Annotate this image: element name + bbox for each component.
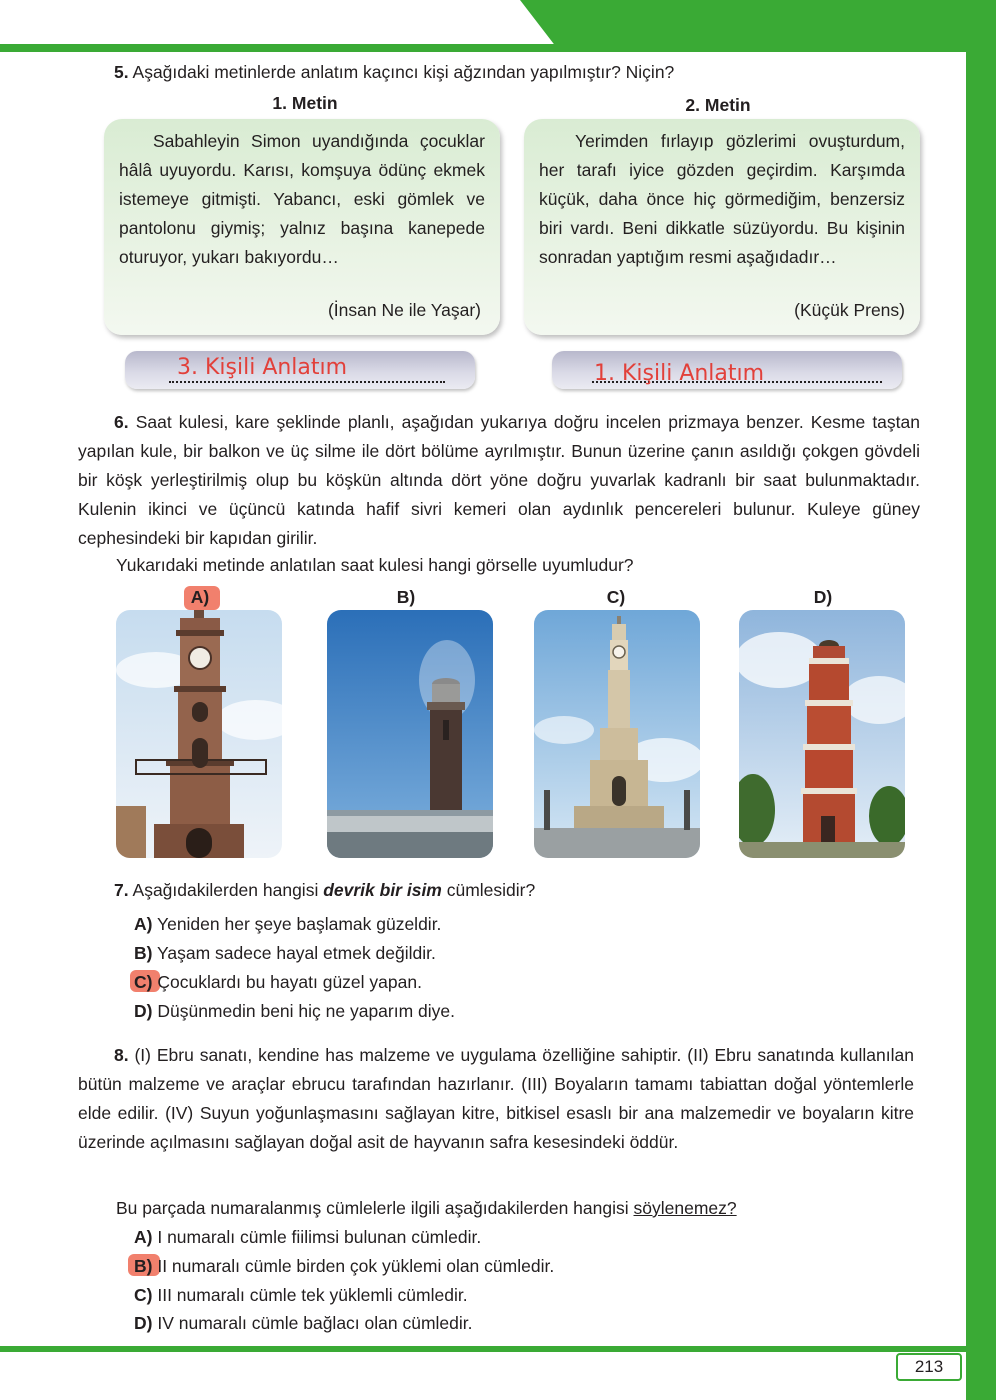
question-8-text-before: Bu parçada numaralanmış cümlelerle ilgili aşağıdakilerden hangisi xyxy=(116,1198,634,1218)
question-7-text-before: Aşağıdakilerden hangisi xyxy=(132,880,324,900)
question-6-paragraph xyxy=(78,408,920,553)
option-a-image[interactable] xyxy=(116,610,282,858)
q7-option-b[interactable] xyxy=(134,943,436,964)
option-text: Yeniden her şeye başlamak güzeldir. xyxy=(157,914,442,934)
text2-source: (Küçük Prens) xyxy=(794,300,905,320)
question-5-prompt xyxy=(114,58,914,87)
question-6-text: Saat kulesi, kare şeklinde planlı, aşağıdan yukarıya doğru incelen prizmaya benzer. Kesme taştan yapılan kule, bir balkon ve üç silme ile dört bölüme ayrılmıştır. Bunun üzerine çanın asıldığı çokgen gövdeli bir köşk yerleştirilmiş olup bu köşkün altında dört yöne doğru yuvarlak kadranlı bir saat bulunmaktadır. Kulenin ikinci ve üçüncü katında hafif sivri kemeri olan aydınlık pencereleri bulunur. Kuleye güney cephesindeki bir kapıdan girilir. xyxy=(78,412,920,548)
option-letter: A) xyxy=(134,1227,153,1247)
q8-option-d[interactable] xyxy=(134,1313,473,1334)
option-letter: A) xyxy=(134,914,153,934)
q7-option-c[interactable] xyxy=(134,972,422,993)
text2-title: 2. Metin xyxy=(685,95,751,115)
question-7-text-after: cümlesidir? xyxy=(441,880,536,900)
question-number: 7. xyxy=(114,880,129,900)
question-number: 6. xyxy=(114,412,129,432)
answer-field-text2[interactable] xyxy=(552,351,902,389)
question-number: 8. xyxy=(114,1045,129,1065)
text1-box xyxy=(104,119,500,335)
question-8-paragraph xyxy=(78,1041,914,1157)
text2-body: Yerimden fırlayıp gözlerimi ovuşturdum, her tarafı iyice gözden geçirdim. Karşımda küçük, daha önce hiç görmediğim, benzersiz biri vardı. Beni dikkatle süzüyordu. Bu kişinin sonradan yaptığım resmi aşağıdadır… xyxy=(539,131,905,267)
text2-box xyxy=(524,119,920,335)
option-text: Çocuklardı bu hayatı güzel yapan. xyxy=(157,972,422,992)
option-letter: C) xyxy=(134,972,153,992)
option-text: III numaralı cümle tek yüklemli cümledir. xyxy=(157,1285,468,1305)
text1-body: Sabahleyin Simon uyandığında çocuklar hâlâ uyuyordu. Karısı, komşuya ödünç ekmek istemeye gitmişti. Yabancı, eski gömlek ve pantolonu giymiş; yalnız başına kanepede oturuyor, yukarı bakıyordu… xyxy=(119,131,485,267)
question-6-prompt: Yukarıdaki metinde anlatılan saat kulesi hangi görselle uyumludur? xyxy=(116,555,634,575)
option-d-label[interactable]: D) xyxy=(813,587,833,607)
option-text: Yaşam sadece hayal etmek değildir. xyxy=(157,943,436,963)
option-a-label[interactable]: A) xyxy=(190,587,210,607)
answer-dots xyxy=(169,381,445,383)
q8-option-c[interactable] xyxy=(134,1285,468,1306)
option-text: Düşünmedin beni hiç ne yaparım diye. xyxy=(157,1001,456,1021)
q8-option-b[interactable] xyxy=(134,1256,554,1277)
page-number: 213 xyxy=(896,1353,962,1381)
text1-title: 1. Metin xyxy=(272,93,338,113)
answer-text1: 3. Kişili Anlatım xyxy=(177,355,348,380)
option-letter: B) xyxy=(134,1256,153,1276)
page-border-bottom xyxy=(0,1346,970,1352)
question-8-text: (I) Ebru sanatı, kendine has malzeme ve uygulama özelliğine sahiptir. (II) Ebru sanatında kullanılan bütün malzeme ve araçlar ebrucu tarafından hazırlanır. (III) Boyaların tamamı tabiattan doğal yöntemlerle elde edilir. (IV) Suyun yoğunlaşmasını sağlayan kitre, bitkisel esaslı bir ana malzemedir ve boyaların kitre üzerinde açılmasını sağlayan doğal asit de hayvanın safra kesesindeki öddür. xyxy=(78,1045,914,1152)
option-letter: C) xyxy=(134,1285,153,1305)
option-d-image[interactable] xyxy=(739,610,905,858)
option-letter: D) xyxy=(134,1001,153,1021)
q8-option-a[interactable] xyxy=(134,1227,481,1248)
q7-option-d[interactable] xyxy=(134,1001,455,1022)
option-c-image[interactable] xyxy=(534,610,700,858)
option-letter: D) xyxy=(134,1313,153,1333)
answer-text2: 1. Kişili Anlatım xyxy=(594,361,765,386)
question-8-prompt xyxy=(116,1194,916,1223)
page-border-right xyxy=(966,0,996,1400)
option-b-label[interactable]: B) xyxy=(396,587,416,607)
question-number: 5. xyxy=(114,62,129,82)
question-text: Aşağıdaki metinlerde anlatım kaçıncı kişi ağzından yapılmıştır? Niçin? xyxy=(132,62,675,82)
option-text: IV numaralı cümle bağlacı olan cümledir. xyxy=(157,1313,473,1333)
option-c-label[interactable]: C) xyxy=(606,587,626,607)
answer-field-text1[interactable] xyxy=(125,351,475,389)
question-7-prompt xyxy=(114,876,914,905)
option-letter: B) xyxy=(134,943,153,963)
option-text: I numaralı cümle fiilimsi bulunan cümledir. xyxy=(157,1227,482,1247)
option-b-image[interactable] xyxy=(327,610,493,858)
question-7-emphasis: devrik bir isim xyxy=(323,880,442,900)
text1-source: (İnsan Ne ile Yaşar) xyxy=(327,300,481,320)
q7-option-a[interactable] xyxy=(134,914,441,935)
option-text: II numaralı cümle birden çok yüklemi olan cümledir. xyxy=(157,1256,555,1276)
question-8-underlined: söylenemez? xyxy=(633,1198,737,1218)
page-header-band xyxy=(0,0,996,52)
